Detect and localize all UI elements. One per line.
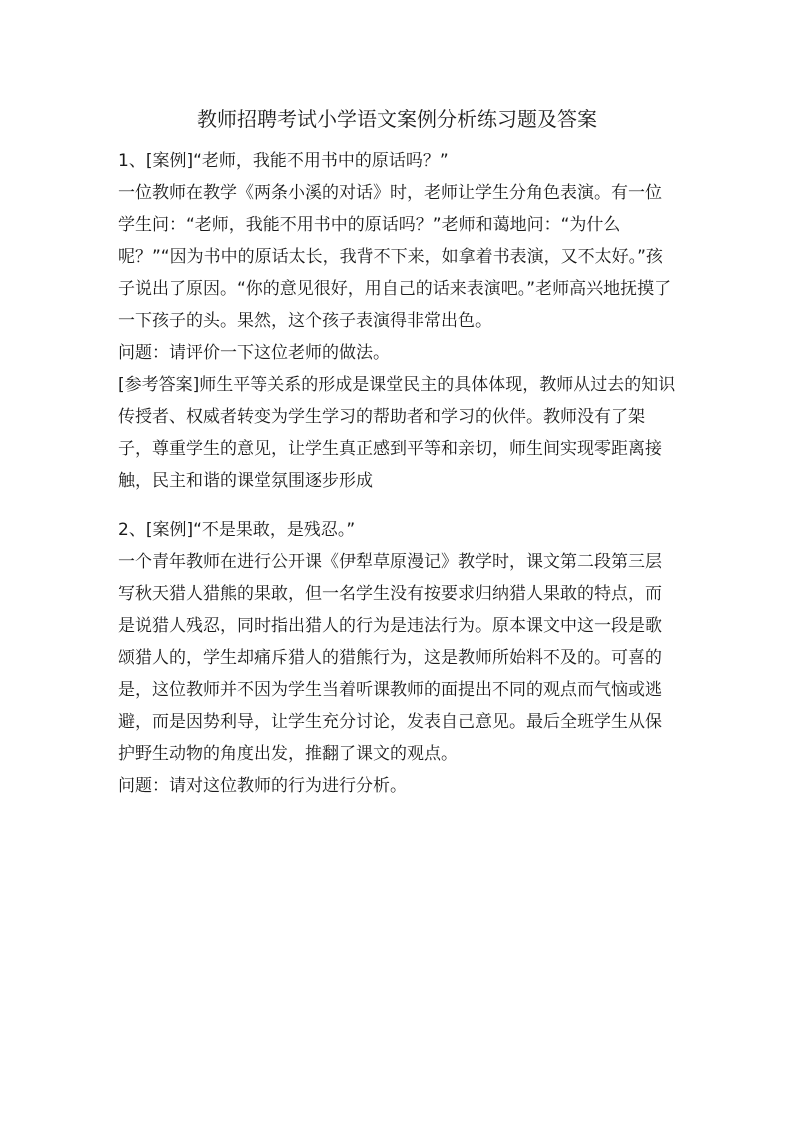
case-2-heading: 2、[案例]“不是果敢，是残忍。” [118,520,356,540]
case-2-question: 问题：请对这位教师的行为进行分析。 [118,776,407,796]
case-1-text: 一位教师在教学《两条小溪的对话》时，老师让学生分角色表演。有一位学生问：“老师，我能不用书中的原话吗？”老师和蔼地问：“为什么呢？”“因为书中的原话太长，我背不下来，如拿着书表演，又不太好。”孩子说出了原因。“你的意见很好，用自己的话来表演吧。”老师高兴地抚摸了一下孩子的头。果然，这个孩子表演得非常出色。 [118,183,672,331]
case-2-text: 一个青年教师在进行公开课《伊犁草原漫记》教学时，课文第二段第三层写秋天猎人猎熊的果敢，但一名学生没有按要求归纳猎人果敢的特点，而是说猎人残忍，同时指出猎人的行为是违法行为。原本课文中这一段是歌颂猎人的，学生却痛斥猎人的猎熊行为，这是教师所始料不及的。可喜的是，这位教师并不因为学生当着听课教师的面提出不同的观点而气恼或逃避，而是因势利导，让学生充分讨论，发表自己意见。最后全班学生从保护野生动物的角度出发，推翻了课文的观点。 [118,552,662,764]
section-spacer [118,497,678,514]
case-1-heading: 1、[案例]“老师，我能不用书中的原话吗？” [118,151,449,171]
case-1-answer: [参考答案]师生平等关系的形成是课堂民主的具体体现，教师从过去的知识传授者、权威者转变为学生学习的帮助者和学习的伙伴。教师没有了架子，尊重学生的意见，让学生真正感到平等和亲切，师生间实现零距离接触，民主和谐的课堂氛围逐步形成 [118,375,676,491]
document-body [118,145,678,802]
page-title: 教师招聘考试小学语文案例分析练习题及答案 [197,107,597,131]
case-1-question: 问题：请评价一下这位老师的做法。 [118,343,390,363]
